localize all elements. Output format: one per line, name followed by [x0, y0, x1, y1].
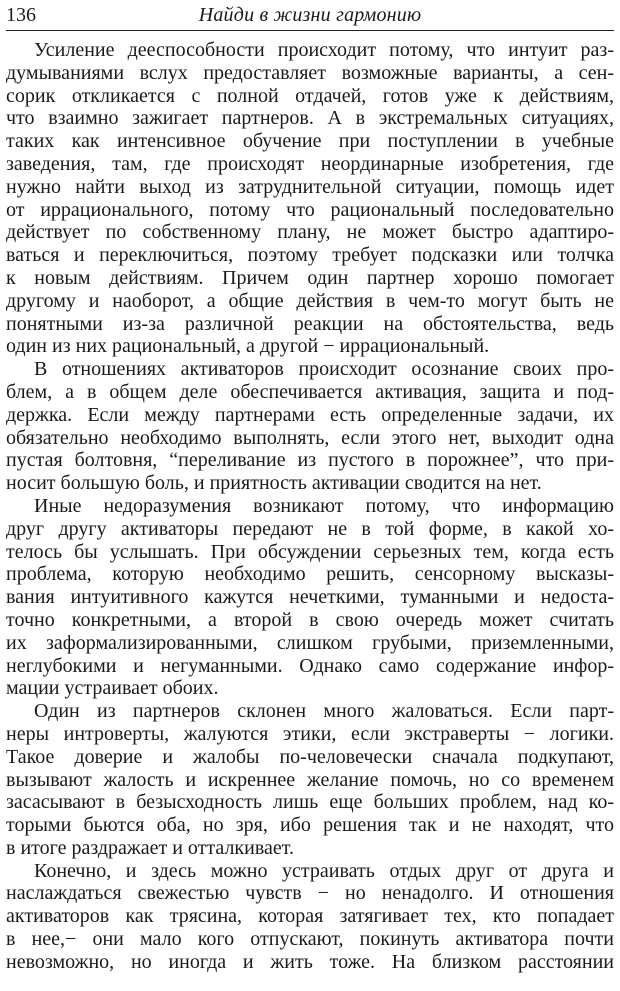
text-line: держка. Если между партнерами есть определенные задачи, их	[6, 403, 614, 426]
book-title: Найди в жизни гармонию	[198, 4, 422, 26]
text-line: В отношениях активаторов происходит осознание своих про-	[34, 358, 614, 381]
text-line: таких как интенсивное обучение при поступлении в учебные	[6, 130, 614, 153]
text-line: Такое доверие и жалобы по-человечески сначала подкупают,	[6, 745, 614, 768]
text-line: Иные недоразумения возникают потому, что информацию	[34, 494, 614, 517]
text-line: в итоге раздражает и отталкивает.	[6, 836, 295, 859]
text-line: мации устраивает обоих.	[6, 677, 219, 700]
text-line: действует по собственному плану, не может быстро адаптиро-	[6, 221, 614, 244]
running-header	[6, 0, 614, 31]
text-line: пустая болтовня, “переливание из пустого в порожнее”, что при-	[6, 449, 614, 472]
text-line: носит большую боль, и приятность активации сводится на нет.	[6, 472, 542, 495]
text-line: что взаимно зажигает партнеров. А в экстремальных ситуациях,	[6, 107, 614, 130]
text-line: неры интроверты, жалуются этики, если экстраверты − логики.	[6, 722, 614, 745]
text-line: торыми бьются оба, но зря, ибо решения так и не находят, что	[6, 814, 614, 837]
text-line: сорик откликается с полной отдачей, готов уже к действиям,	[6, 84, 614, 107]
page-number: 136	[6, 4, 36, 26]
text-line: телось бы услышать. При обсуждении серьезных тем, когда есть	[6, 540, 614, 563]
text-line: ваться и переключиться, поэтому требует подсказки или толчка	[6, 244, 614, 267]
paragraph	[6, 860, 614, 974]
text-line: засасывают в безысходность лишь еще больших проблем, над ко-	[6, 791, 614, 814]
text-line: друг другу активаторы передают не в той форме, в какой хо-	[6, 517, 614, 540]
text-line: проблема, которую необходимо решить, сенсорному высказы-	[6, 563, 614, 586]
text-line: Усиление дееспособности происходит потому, что интуит раз-	[34, 39, 614, 61]
text-line: вания интуитивного кажутся нечеткими, туманными и недоста-	[6, 586, 614, 609]
text-line: к новым действиям. Причем один партнер хорошо помогает	[6, 266, 614, 289]
paragraph	[6, 700, 614, 860]
text-line: думываниями вслух предоставляет возможные варианты, а сен-	[6, 61, 614, 84]
text-line: Один из партнеров склонен много жаловаться. Если парт-	[34, 700, 614, 723]
text-line: от иррационального, потому что рациональный последовательно	[6, 198, 614, 221]
text-line: нужно найти выход из затруднительной ситуации, помощь идет	[6, 175, 614, 198]
text-line: в нее,− они мало кого отпускают, покинуть активатора почти	[6, 928, 614, 951]
text-line: обязательно необходимо выполнять, если этого нет, выходит одна	[6, 426, 614, 449]
text-line: заведения, там, где происходят неординарные изобретения, где	[6, 152, 614, 175]
text-line: невозможно, но иногда и жить тоже. На близком расстоянии	[6, 950, 614, 973]
paragraph	[6, 358, 614, 495]
text-line: понятными из-за различной реакции на обстоятельства, ведь	[6, 312, 614, 335]
text-line: активаторов как трясина, которая затягивает тех, кто попадает	[6, 905, 614, 928]
text-line: их заформализированными, слишком грубыми, приземленными,	[6, 631, 614, 654]
paragraph	[6, 495, 614, 700]
text-line: вызывают жалость и искреннее желание помочь, но со временем	[6, 768, 614, 791]
text-line: Конечно, и здесь можно устраивать отдых друг от друга и	[34, 859, 614, 882]
text-line: другому и наоборот, а общие действия в чем-то могут быть не	[6, 289, 614, 312]
text-line: неглубокими и негуманными. Однако само содержание инфор-	[6, 654, 614, 677]
text-line: блем, а в общем деле обеспечивается активация, защита и под-	[6, 380, 614, 403]
text-line: точно конкретными, а второй в свою очередь может считать	[6, 608, 614, 631]
body-text	[6, 39, 614, 974]
paragraph	[6, 39, 614, 358]
text-line: один из них рациональный, а другой − иррациональный.	[6, 335, 490, 358]
text-line: наслаждаться свежестью чувств − но ненадолго. И отношения	[6, 882, 614, 905]
